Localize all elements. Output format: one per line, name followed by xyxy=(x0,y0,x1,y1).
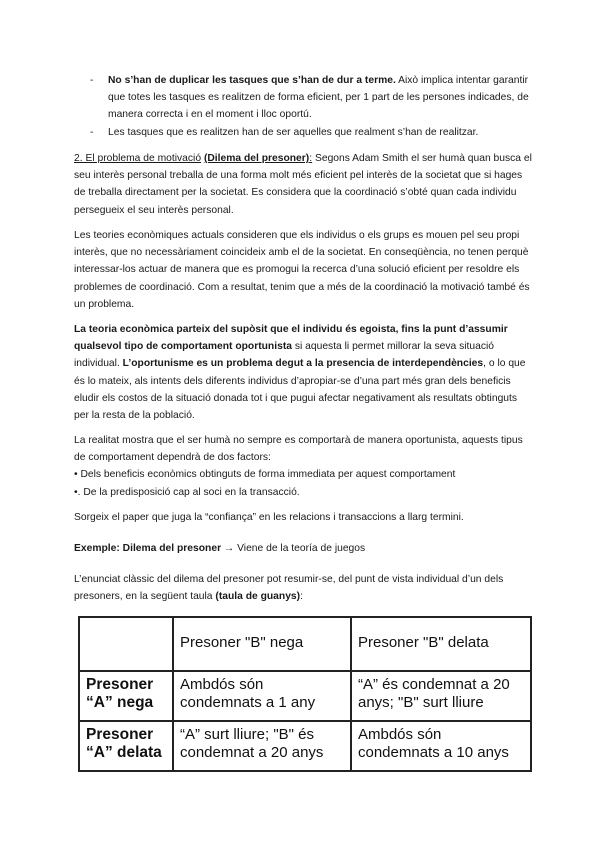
table-header-cell: Presoner "B" delata xyxy=(351,617,531,671)
example-line xyxy=(74,540,532,557)
bullet-rest-text: Això implica intentar garantir que totes les tasques es realitzen de forma eficient, per 1 part de les persones indicades, de manera correcta i en el moment i lloc oportú. xyxy=(108,75,529,121)
section-text: Segons Adam Smith el ser humà quan busca el seu interès personal treballa de una forma molt més eficient pel interès de la societat que si hages de treballa directament per la societat. Es considera que la coordinació s’obté quan cada individu persegueix el seu interès personal. xyxy=(74,153,532,216)
section-motivation-paragraph xyxy=(74,150,532,219)
bullet-list xyxy=(74,72,534,141)
example-label: Exemple: Dilema del presoner xyxy=(74,543,222,554)
bold-text: La teoria econòmica parteix del supòsit que el individu és egoista, fins la punt d’assumir qualsevol tipo de comportament oportunista xyxy=(74,324,508,353)
paragraph-text: : xyxy=(300,591,303,603)
section-heading-bold: (Dilema del presoner) xyxy=(203,153,310,164)
bullet-bold-text: No s’han de duplicar les tasques que s’han de dur a terme. xyxy=(108,75,396,86)
list-item: • Dels beneficis econòmics obtinguts de forma immediata per aquest comportament xyxy=(74,469,456,481)
paragraph-reality xyxy=(74,432,532,501)
bold-text: L’oportunisme es un problema degut a la presencia de interdependències xyxy=(122,358,484,370)
bullet-text xyxy=(108,124,534,141)
bullet-dash: - xyxy=(90,126,94,138)
section-heading-colon: : xyxy=(309,153,313,164)
table-row-header: Presoner “A” delata xyxy=(79,721,173,771)
paragraph-text: , o lo que és lo mateix, als intents dels diferents individus d’apropiar-se d’una part més gran dels beneficis eludir els costos de la situació donada tot i que pugui afectar negativament als resultats obtinguts per la resta de la població. xyxy=(74,358,526,422)
table-row xyxy=(79,671,531,721)
table-row xyxy=(79,721,531,771)
paragraph-statement xyxy=(74,571,532,605)
table-cell: “A” surt lliure; "B" és condemnat a 20 anys xyxy=(173,721,351,771)
bullet-text xyxy=(108,72,534,124)
list-item xyxy=(74,124,534,141)
list-item xyxy=(74,72,534,124)
table-cell: Ambdós són condemnats a 1 any xyxy=(173,671,351,721)
table-cell: “A” és condemnat a 20 anys; "B" surt lliure xyxy=(351,671,531,721)
example-text: Viene de la teoría de juegos xyxy=(237,543,366,554)
bullet-rest-text: Les tasques que es realitzen han de ser aquelles que realment s’han de realitzar. xyxy=(108,126,479,138)
paragraph-text: Les teories econòmiques actuals consideren que els individus o els grups es mouen pel seu propi interès, que no necessàriament coincideix amb el de la societat. En conseqüència, no tenen perquè interessar-los actuar de manera que es promogui la recerca d’una solució eficient per resoldre els problemes de coordinació. Com a resultat, tenim que a més de la coordinació la motivació també és un problema. xyxy=(74,230,530,310)
table-row-header: Presoner “A” nega xyxy=(79,671,173,721)
payoff-table xyxy=(78,616,532,772)
table-header-cell: Presoner "B" nega xyxy=(173,617,351,671)
paragraph-trust xyxy=(74,509,532,526)
paragraph-text: si aquesta li permet millorar la seva situació individual. xyxy=(74,341,495,370)
list-item: •. De la predisposició cap al soci en la transacció. xyxy=(74,486,300,498)
bold-text: (taula de guanys) xyxy=(215,591,301,603)
arrow-glyph: → xyxy=(221,543,238,554)
bullet-dash: - xyxy=(90,75,94,86)
paragraph-text: La realitat mostra que el ser humà no sempre es comportarà de manera oportunista, aquests tipus de comportament dependrà de dos factors: xyxy=(74,435,523,464)
paragraph-text: Sorgeix el paper que juga la “confiança” en les relacions i transaccions a llarg termini. xyxy=(74,512,464,523)
section-heading: 2. El problema de motivació xyxy=(74,153,202,164)
paragraph-theories xyxy=(74,227,532,313)
table-header-row xyxy=(79,617,531,671)
paragraph-text: L’enunciat clàssic del dilema del presoner pot resumir-se, del punt de vista individual d’un dels presoners, en la següent taula xyxy=(74,574,504,603)
paragraph-egoist xyxy=(74,321,532,424)
table-cell: Ambdós són condemnats a 10 anys xyxy=(351,721,531,771)
table-header-cell xyxy=(79,617,173,671)
